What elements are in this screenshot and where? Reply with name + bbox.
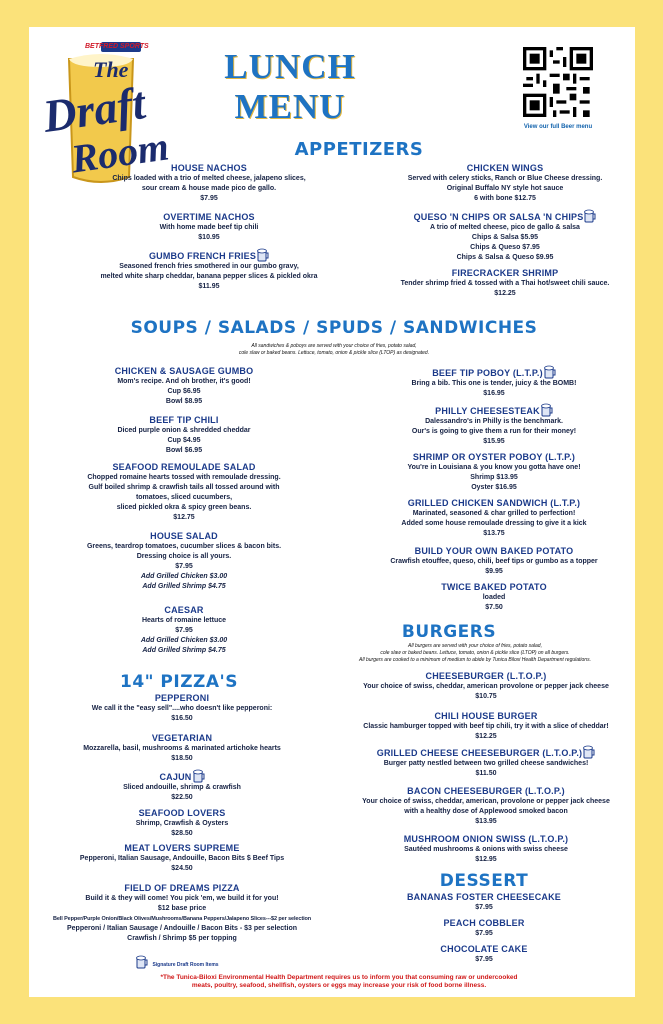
menu-item-price: Add Grilled Shrimp $4.75 — [142, 647, 226, 654]
menu-item-price: Add Grilled Chicken $3.00 — [140, 573, 228, 580]
menu-item-name-text: BEEF TIP POBOY (L.T.P.) — [432, 368, 543, 378]
menu-item-seafood-remoulade-salad — [39, 461, 329, 523]
menu-item-name — [341, 745, 631, 759]
sponsor-label: BETFRED SPORTS — [85, 43, 149, 50]
menu-item-price: $16.95 — [483, 390, 505, 397]
menu-item-description: You're in Louisiana & you know you gotta have one! — [407, 464, 581, 471]
burgers-title: BURGERS — [401, 622, 497, 642]
menu-item-price: $9.95 — [485, 568, 503, 575]
menu-item-price: Pepperoni / Italian Sausage / Andouille / Bacon Bits - $3 per selection — [66, 925, 298, 932]
menu-item-chocolate-cake — [379, 943, 589, 965]
menu-item-description: tomatoes, sliced cucumbers, — [135, 494, 233, 501]
menu-item-name — [387, 267, 623, 279]
menu-item-seafood-lovers — [37, 807, 327, 839]
menu-item-price: Chips & Queso $7.95 — [470, 244, 540, 251]
menu-item-name — [69, 248, 349, 262]
qr-code-icon — [523, 47, 593, 117]
appetizers-title: APPETIZERS — [294, 139, 424, 160]
signature-mug-icon — [136, 955, 148, 969]
menu-item-name-text: VEGETARIAN — [151, 733, 213, 743]
menu-item-gumbo-french-fries — [69, 248, 349, 292]
menu-item-description: Classic hamburger topped with beef tip chili, try it with a slice of cheddar! — [363, 723, 609, 730]
burgers-note-3: All burgers are cooked to a minimum of medium to abide by Tunica Biloxi Health Department regulations. — [359, 657, 591, 663]
menu-item-name-text: BACON CHEESEBURGER (L.T.O.P.) — [407, 786, 565, 796]
menu-item-description: Bring a bib. This one is tender, juicy & the BOMB! — [411, 380, 577, 387]
menu-item-name — [359, 581, 629, 593]
menu-item-description: Sliced andouille, shrimp & crawfish — [123, 784, 241, 791]
menu-item-name — [37, 692, 327, 704]
menu-item-name-text: CAJUN — [159, 772, 192, 782]
menu-item-price: $7.95 — [475, 904, 493, 911]
menu-item-name — [387, 162, 623, 174]
menu-item-bacon-cheeseburger-l-t-o-p — [341, 785, 631, 827]
menu-title-menu: MENU — [234, 87, 346, 126]
menu-item-name-text: BANANAS FOSTER CHEESECAKE — [406, 892, 561, 902]
menu-item-name — [341, 670, 631, 682]
menu-item-name — [359, 403, 629, 417]
menu-item-price: Oyster $16.95 — [471, 484, 517, 491]
menu-item-queso-n-chips-or-salsa-n-chips — [387, 209, 623, 263]
menu-item-name-text: GUMBO FRENCH FRIES — [148, 251, 257, 261]
menu-item-price: $11.50 — [475, 770, 497, 777]
menu-item-description: Chips loaded with a trio of melted cheese, jalapeno slices, — [112, 175, 306, 182]
menu-item-name-text: CHEESEBURGER (L.T.O.P.) — [425, 671, 547, 681]
soups-title: SOUPS / SALADS / SPUDS / SANDWICHES — [130, 318, 538, 338]
menu-item-name-text: FIELD OF DREAMS PIZZA — [124, 883, 240, 893]
menu-item-name — [39, 604, 329, 616]
menu-item-pepperoni — [37, 692, 327, 724]
menu-item-description: sour cream & house made pico de gallo. — [141, 185, 277, 192]
menu-item-price: $12.25 — [475, 733, 497, 740]
menu-item-description: melted white sharp cheddar, banana pepper slices & pickled okra — [100, 273, 318, 280]
menu-item-name — [359, 545, 629, 557]
menu-item-name — [37, 882, 327, 894]
menu-item-name-text: TWICE BAKED POTATO — [441, 582, 547, 592]
menu-item-mushroom-onion-swiss-l-t-o-p — [341, 833, 631, 865]
menu-item-price: $11.95 — [198, 283, 220, 290]
qr-caption[interactable]: View our full Beer menu — [523, 124, 593, 130]
menu-item-name-text: PHILLY CHEESESTEAK — [435, 406, 540, 416]
menu-item-price: Bell Pepper/Purple Onion/Black Olives/Mushrooms/Banana Peppers/Jalapeno Slices---$2 per selection — [52, 916, 312, 922]
menu-item-name — [387, 209, 623, 223]
menu-item-name-text: CAESAR — [164, 605, 204, 615]
menu-item-description: We call it the "easy sell"....who doesn't like pepperoni: — [91, 705, 273, 712]
dessert-title: DESSERT — [439, 871, 529, 891]
menu-item-price: Add Grilled Shrimp $4.75 — [142, 583, 226, 590]
menu-item-description: Shrimp, Crawfish & Oysters — [135, 820, 229, 827]
menu-item-description: Gulf boiled shrimp & crawfish tails all tossed around with — [88, 484, 280, 491]
menu-item-description: Pepperoni, Italian Sausage, Andouille, Bacon Bits $ Beef Tips — [79, 855, 285, 862]
pizza-title: 14" PIZZA'S — [120, 672, 238, 692]
menu-item-name — [379, 943, 589, 955]
menu-item-cajun — [37, 769, 327, 803]
menu-item-name — [341, 833, 631, 845]
menu-item-bananas-foster-cheesecake — [379, 891, 589, 913]
menu-item-description: Crawfish etouffee, queso, chili, beef tips or gumbo as a topper — [390, 558, 598, 565]
menu-item-name — [341, 710, 631, 722]
signature-mug-icon — [584, 209, 596, 223]
menu-item-name-text: QUESO 'N CHIPS OR SALSA 'N CHIPS — [413, 212, 584, 222]
menu-item-price: Cup $6.95 — [167, 388, 201, 395]
menu-item-caesar — [39, 604, 329, 656]
menu-item-description: Added some house remoulade dressing to give it a kick — [401, 520, 587, 527]
menu-item-name-text: GRILLED CHEESE CHEESEBURGER (L.T.O.P.) — [376, 748, 583, 758]
menu-item-beef-tip-chili — [39, 414, 329, 456]
menu-item-description: Marinated, seasoned & char grilled to perfection! — [412, 510, 576, 517]
menu-item-name-text: OVERTIME NACHOS — [163, 212, 255, 222]
menu-item-description: Your choice of swiss, cheddar, american provolone or pepper jack cheese — [363, 683, 609, 690]
menu-item-house-nachos — [69, 162, 349, 204]
menu-item-price: $7.95 — [475, 930, 493, 937]
menu-item-name — [39, 414, 329, 426]
menu-item-description: Dalessandro's in Philly is the benchmark. — [425, 418, 563, 425]
menu-item-grilled-chicken-sandwich-l-t-p — [359, 497, 629, 539]
menu-item-beef-tip-poboy-l-t-p — [359, 365, 629, 399]
logo-the: The — [93, 57, 129, 82]
menu-item-name-text: GRILLED CHICKEN SANDWICH (L.T.P.) — [407, 498, 581, 508]
menu-item-price: Shrimp $13.95 — [470, 474, 518, 481]
menu-item-description: loaded — [482, 594, 506, 601]
menu-item-price: $10.75 — [475, 693, 497, 700]
menu-item-house-salad — [39, 530, 329, 592]
menu-item-price: $7.95 — [200, 195, 218, 202]
menu-item-price: Cup $4.95 — [167, 437, 201, 444]
signature-mug-icon — [257, 248, 269, 262]
menu-item-price: Add Grilled Chicken $3.00 — [140, 637, 228, 644]
menu-title-lunch: LUNCH — [224, 47, 356, 86]
menu-item-description: sliced pickled okra & spicy green beans. — [116, 504, 252, 511]
menu-item-name — [359, 497, 629, 509]
soups-note-1: All sandwiches & poboys are served with your choice of fries, potato salad, — [251, 343, 417, 349]
menu-item-description: Dressing choice is all yours. — [136, 553, 232, 560]
menu-item-name-text: CHICKEN WINGS — [466, 163, 544, 173]
menu-item-price: $12.25 — [494, 290, 516, 297]
menu-item-description: With home made beef tip chili — [159, 224, 259, 231]
logo-draft: Draft — [39, 77, 149, 142]
menu-item-chicken-sausage-gumbo — [39, 365, 329, 407]
menu-item-name-text: SEAFOOD REMOULADE SALAD — [112, 462, 256, 472]
menu-item-description: A trio of melted cheese, pico de gallo & salsa — [430, 224, 580, 231]
signature-mug-icon — [193, 769, 205, 783]
menu-item-description: Original Buffalo NY style hot sauce — [446, 185, 564, 192]
menu-item-name — [39, 530, 329, 542]
menu-item-field-of-dreams-pizza — [37, 882, 327, 944]
menu-item-description: Diced purple onion & shredded cheddar — [117, 427, 251, 434]
menu-item-twice-baked-potato — [359, 581, 629, 613]
menu-sheet — [29, 27, 635, 997]
menu-item-price: $13.75 — [483, 530, 505, 537]
menu-item-description: Greens, teardrop tomatoes, cucumber slices & bacon bits. — [86, 543, 282, 550]
menu-item-chicken-wings — [387, 162, 623, 204]
menu-item-description: Mom's recipe. And oh brother, it's good! — [117, 378, 251, 385]
menu-item-description: Chopped romaine hearts tossed with remoulade dressing. — [87, 474, 281, 481]
menu-item-description: with a healthy dose of Applewood smoked bacon — [404, 808, 568, 815]
menu-item-price: Bowl $6.95 — [165, 447, 203, 454]
menu-item-cheeseburger-l-t-o-p — [341, 670, 631, 702]
menu-item-name-text: SEAFOOD LOVERS — [138, 808, 226, 818]
menu-item-name — [379, 891, 589, 903]
menu-item-name-text: PEPPERONI — [154, 693, 210, 703]
menu-item-price: $12.75 — [173, 514, 195, 521]
menu-item-price: $7.95 — [475, 956, 493, 963]
menu-item-name-text: HOUSE NACHOS — [171, 163, 247, 173]
menu-item-firecracker-shrimp — [387, 267, 623, 299]
signature-mug-icon — [544, 365, 556, 379]
menu-item-grilled-cheese-cheeseburger-l-t-o-p — [341, 745, 631, 779]
burgers-note-1: All burgers are served with your choice of fries, potato salad, — [408, 643, 542, 649]
menu-item-price: $12 base price — [157, 905, 207, 912]
menu-item-description: Tender shrimp fried & tossed with a Thai hot/sweet chili sauce. — [400, 280, 610, 287]
menu-item-price: $16.50 — [171, 715, 193, 722]
menu-item-description: Your choice of swiss, cheddar, american, provolone or pepper jack cheese — [362, 798, 610, 805]
menu-item-name — [37, 769, 327, 783]
signature-legend — [135, 953, 255, 971]
signature-mug-icon — [583, 745, 595, 759]
menu-item-name — [37, 842, 327, 854]
menu-item-description: Build it & they will come! You pick 'em, we build it for you! — [85, 895, 279, 902]
menu-item-name — [37, 807, 327, 819]
menu-item-name — [37, 732, 327, 744]
menu-item-name — [379, 917, 589, 929]
menu-item-chili-house-burger — [341, 710, 631, 742]
logo-room: Room — [68, 123, 172, 182]
menu-item-name — [39, 365, 329, 377]
menu-item-price: $13.95 — [475, 818, 497, 825]
menu-item-meat-lovers-supreme — [37, 842, 327, 874]
menu-item-name-text: BEEF TIP CHILI — [149, 415, 219, 425]
menu-item-price: Chips & Salsa $5.95 — [471, 234, 539, 241]
menu-item-price: $7.95 — [175, 563, 193, 570]
menu-item-description: Served with celery sticks, Ranch or Blue Cheese dressing. — [407, 175, 603, 182]
menu-item-build-your-own-baked-potato — [359, 545, 629, 577]
menu-item-name — [39, 461, 329, 473]
menu-item-name — [359, 451, 629, 463]
menu-item-name-text: MEAT LOVERS SUPREME — [124, 843, 240, 853]
menu-item-name — [69, 211, 349, 223]
menu-item-description: Hearts of romaine lettuce — [141, 617, 227, 624]
menu-item-name — [359, 365, 629, 379]
menu-item-name-text: FIRECRACKER SHRIMP — [451, 268, 559, 278]
menu-item-description: Mozzarella, basil, mushrooms & marinated artichoke hearts — [83, 745, 281, 752]
menu-item-overtime-nachos — [69, 211, 349, 243]
soups-note-2: cole slaw or baked beans. Lettuce, tomato, onion & pickle slice (LTOP) as designated. — [238, 350, 430, 356]
menu-item-description: Sautéed mushrooms & onions with swiss cheese — [404, 846, 568, 853]
burgers-note-2: cole slaw or baked beans. Lettuce, tomato, onion & pickle slice (LTOP) on all burgers. — [380, 650, 570, 656]
menu-item-price: $10.95 — [198, 234, 220, 241]
menu-item-price: $18.50 — [171, 755, 193, 762]
menu-item-description: Burger patty nestled between two grilled cheese sandwiches! — [383, 760, 589, 767]
health-warning-2: meats, poultry, seafood, shellfish, oysters or eggs may increase your risk of food borne illness. — [191, 982, 487, 989]
menu-item-peach-cobbler — [379, 917, 589, 939]
menu-item-description: Our's is going to give them a run for their money! — [411, 428, 577, 435]
menu-item-price: Chips & Salsa & Queso $9.95 — [456, 254, 554, 261]
menu-item-philly-cheesesteak — [359, 403, 629, 447]
menu-item-price: Crawfish / Shrimp $5 per topping — [127, 935, 237, 942]
menu-item-price: $24.50 — [171, 865, 193, 872]
menu-item-name — [341, 785, 631, 797]
menu-item-name-text: BUILD YOUR OWN BAKED POTATO — [414, 546, 574, 556]
menu-item-vegetarian — [37, 732, 327, 764]
menu-item-name-text: CHOCOLATE CAKE — [440, 944, 528, 954]
menu-item-price: $7.95 — [175, 627, 193, 634]
menu-item-name — [69, 162, 349, 174]
menu-item-name-text: HOUSE SALAD — [150, 531, 218, 541]
menu-item-price: $28.50 — [171, 830, 193, 837]
menu-item-price: $22.50 — [171, 794, 193, 801]
signature-mug-icon — [541, 403, 553, 417]
menu-item-price: $15.95 — [483, 438, 505, 445]
menu-item-name-text: PEACH COBBLER — [443, 918, 525, 928]
menu-item-price: $12.95 — [475, 856, 497, 863]
menu-item-price: 6 with bone $12.75 — [474, 195, 536, 202]
menu-item-description: Seasoned french fries smothered in our gumbo gravy, — [119, 263, 299, 270]
menu-item-name-text: SHRIMP OR OYSTER POBOY (L.T.P.) — [412, 452, 576, 462]
menu-item-name-text: CHILI HOUSE BURGER — [434, 711, 538, 721]
menu-item-name-text: CHICKEN & SAUSAGE GUMBO — [114, 366, 254, 376]
menu-item-name-text: MUSHROOM ONION SWISS (L.T.O.P.) — [403, 834, 569, 844]
menu-item-price: Bowl $8.95 — [165, 398, 203, 405]
qr-code[interactable] — [523, 47, 593, 117]
menu-item-price: $7.50 — [485, 604, 503, 611]
health-warning-1: *The Tunica-Biloxi Environmental Health Department requires us to inform you that consuming raw or undercooked — [160, 974, 518, 981]
signature-legend-text: Signature Draft Room Items — [152, 962, 219, 968]
menu-item-shrimp-or-oyster-poboy-l-t-p — [359, 451, 629, 493]
